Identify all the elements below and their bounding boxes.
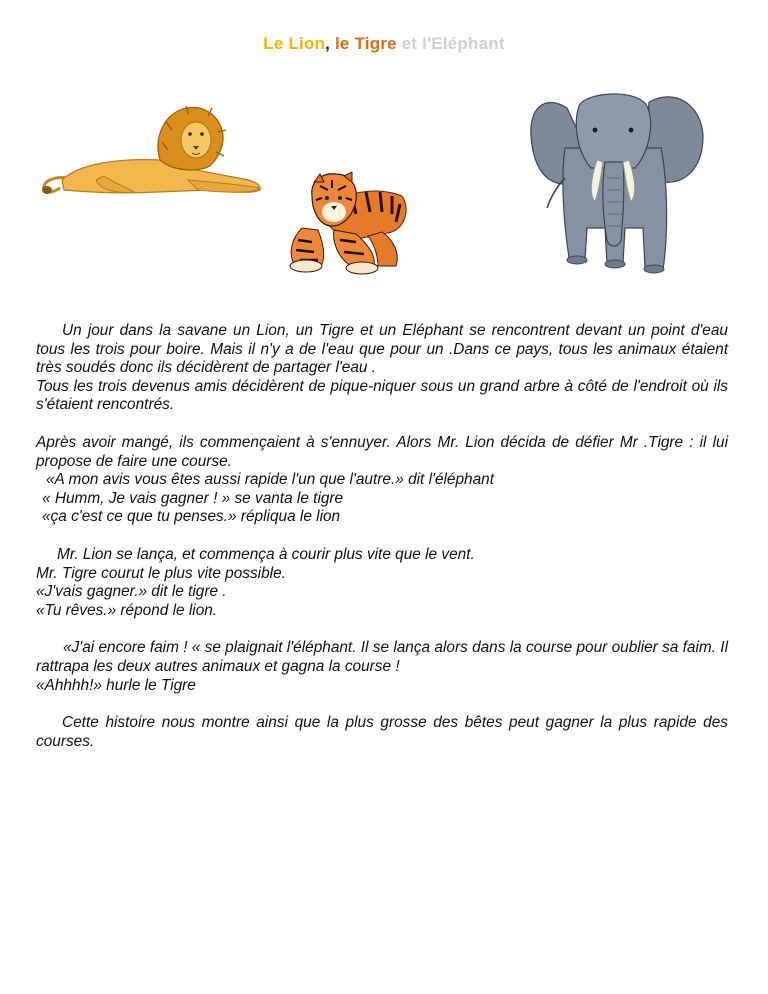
elephant-illustration — [525, 88, 705, 284]
tiger-illustration — [282, 168, 412, 278]
paragraph-3-line-3: «J'vais gagner.» dit le tigre . — [36, 583, 227, 601]
title-tigre: le Tigre — [335, 34, 397, 53]
lion-illustration — [38, 100, 266, 200]
paragraph-3-line-1: Mr. Lion se lança, et commença à courir plus vite que le vent. — [57, 545, 475, 563]
paragraph-2-line-3: « Humm, Je vais gagner ! » se vanta le tigre — [42, 489, 344, 507]
paragraph-5-line-1: Cette histoire nous montre ainsi que la plus grosse des bêtes peut gagner la plus rapide des courses. — [36, 714, 728, 750]
paragraph-2-line-4: «ça c'est ce que tu penses.» répliqua le lion — [42, 508, 341, 526]
paragraph-3-line-2: Mr. Tigre courut le plus vite possible. — [36, 564, 286, 582]
paragraph-1-line-1: Un jour dans la savane un Lion, un Tigre et un Eléphant se rencontrent devant un point d'eau tous les trois pour boire. Mais il n'y a de l'eau que pour un .Dans ce pays, tous les animaux étaient très soudés donc ils décidèrent de partager l'eau . — [36, 322, 728, 377]
paragraph-1-line-2: Tous les trois devenus amis décidèrent de pique-niquer sous un grand arbre à côté de l'endroit où ils s'étaient rencontrés. — [36, 377, 728, 414]
story-text — [36, 322, 728, 751]
title-lion: Le Lion — [263, 34, 326, 53]
paragraph-4-line-1: «J'ai encore faim ! « se plaignait l'éléphant. Il se lança alors dans la course pour oublier sa faim. Il rattrapa les deux autres animaux et gagna la course ! — [36, 639, 728, 675]
paragraph-2-line-1: Après avoir mangé, ils commençaient à s'ennuyer. Alors Mr. Lion décida de défier Mr .Tigre : il lui propose de faire une course. — [36, 433, 728, 470]
title-comma: , — [325, 34, 331, 53]
paragraph-4-line-2: «Ahhhh!» hurle le Tigre — [36, 676, 196, 694]
title-elephant: et l'Eléphant — [401, 34, 505, 53]
story-title — [0, 34, 768, 54]
paragraph-2-line-2: «A mon avis vous êtes aussi rapide l'un que l'autre.» dit l'éléphant — [46, 471, 495, 489]
paragraph-3-line-4: «Tu rêves.» répond le lion. — [36, 601, 218, 619]
